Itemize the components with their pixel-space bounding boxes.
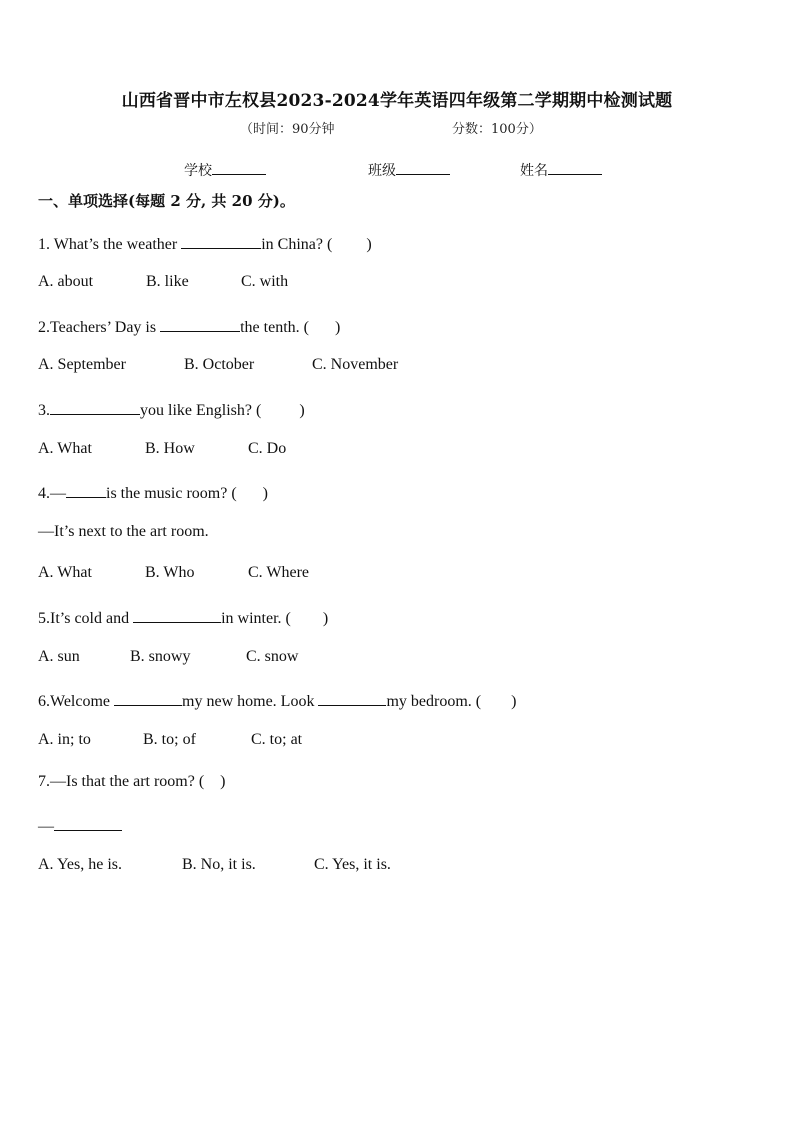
options-2 [38,356,398,374]
option-c: C. Where [248,564,310,581]
question-2 [38,315,340,337]
question-5 [38,606,328,628]
option-a: A. September [38,356,126,373]
option-b: B. snowy [130,648,191,665]
paren-close: ) [299,402,305,419]
option-a: A. sun [38,648,80,665]
question-text: my bedroom. ( [386,693,482,710]
question-4 [38,481,268,503]
option-a: A. about [38,273,94,290]
answer-blank [114,689,182,706]
options-5 [38,648,298,666]
option-b: B. to; of [143,731,196,748]
name-blank [548,160,602,175]
question-1 [38,232,372,254]
option-a: A. What [38,440,92,457]
paren-close: ) [366,236,372,253]
answer-blank [54,814,122,831]
question-text: you like English? ( [140,402,262,419]
section-heading: 一、单项选择(每题 2 分, 共 20 分)。 [38,192,295,210]
question-text: — [38,818,54,835]
option-b: B. How [145,440,195,457]
option-c: C. snow [246,648,299,665]
option-c: C. with [241,273,289,290]
school-blank [212,160,266,175]
question-text: 4.— [38,485,66,502]
option-b: B. Who [145,564,195,581]
option-a: A. in; to [38,731,91,748]
paren-close: ) [262,485,268,502]
question-text: is the music room? ( [106,485,237,502]
paren-close: ) [511,693,517,710]
question-text: 5.It’s cold and [38,610,134,627]
question-7 [38,773,226,791]
option-b: B. like [146,273,189,290]
exam-score: 分数：100分） [452,122,542,137]
option-a: A. What [38,564,92,581]
question-text: my new home. Look [182,693,319,710]
option-c: C. Do [248,440,287,457]
paren-close: ) [334,319,341,336]
school-label: 学校 [184,163,212,179]
school-field [184,160,266,180]
options-3 [38,440,286,458]
options-6 [38,731,302,749]
class-field [368,160,450,180]
exam-title: 山西省晋中市左权县2023-2024学年英语四年级第二学期期中检测试题 [121,91,673,111]
question-text: 6.Welcome [38,693,115,710]
option-b: B. October [184,356,255,373]
question-7-reply [38,814,122,836]
question-text: in winter. ( [221,610,291,627]
question-4-reply: —It’s next to the art room. [38,523,209,540]
question-text: the tenth. ( [240,319,309,336]
name-field [520,160,602,180]
answer-blank [181,232,261,249]
question-text: 7.—Is that the art room? ( [38,773,205,790]
class-label: 班级 [368,163,396,179]
options-7 [38,856,391,874]
paren-close: ) [322,610,329,627]
question-6 [38,689,516,711]
option-a: A. Yes, he is. [38,856,123,873]
question-3 [38,398,305,420]
option-b: B. No, it is. [182,856,256,873]
answer-blank [160,315,240,332]
question-text: in China? ( [261,236,333,253]
question-text: 1. What’s the weather [38,236,182,253]
answer-blank [133,606,221,623]
question-text: 3. [38,402,50,419]
answer-blank [50,398,140,415]
question-text: 2.Teachers’ Day is [38,319,161,336]
options-1 [38,273,288,291]
answer-blank [318,689,386,706]
class-blank [396,160,450,175]
name-label: 姓名 [520,163,548,179]
option-c: C. Yes, it is. [314,856,391,873]
answer-blank [66,481,106,498]
option-c: C. November [312,356,399,373]
options-4 [38,564,309,582]
option-c: C. to; at [251,731,303,748]
exam-time: （时间：90分钟 [240,122,335,137]
paren-close: ) [220,773,226,790]
